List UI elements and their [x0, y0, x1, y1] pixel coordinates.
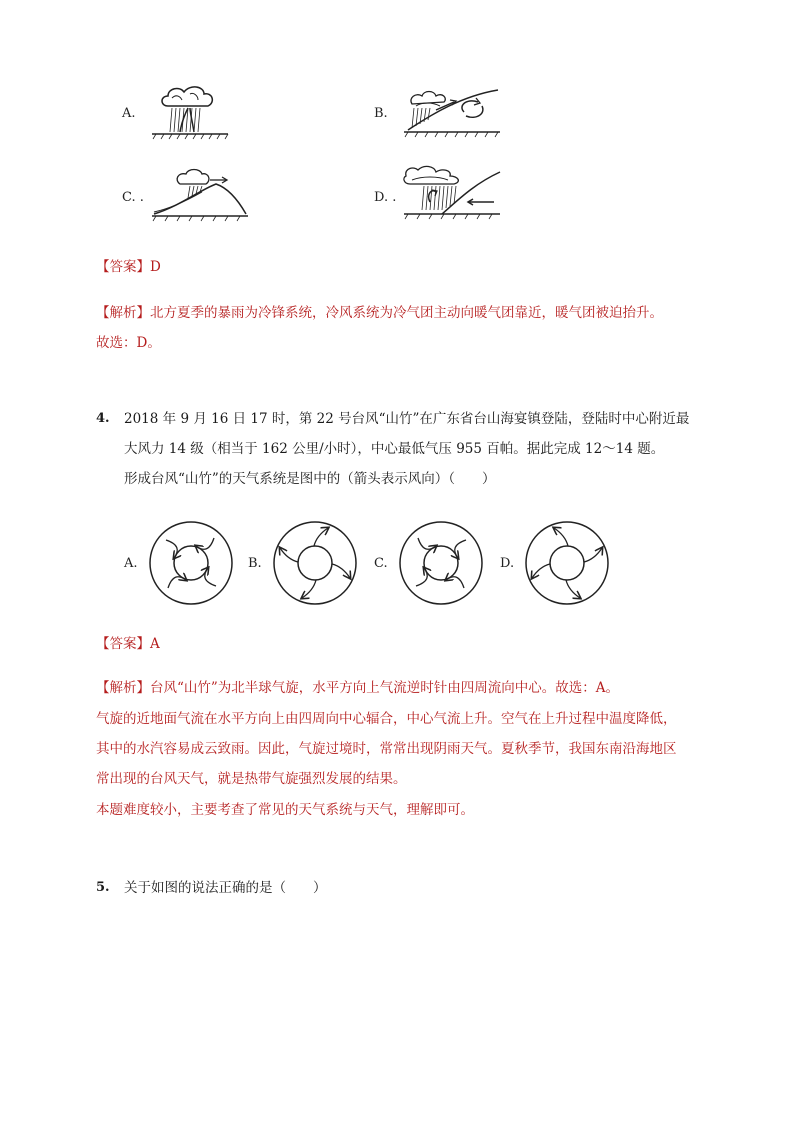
- q4-stem-line1: 2018 年 9 月 16 日 17 时，第 22 号台风“山竹”在广东省台山海宴镇登陆，登陆时中心附近最: [124, 411, 690, 427]
- q4-stem-line3: 形成台风“山竹”的天气系统是图中的（箭头表示风向）（ ）: [124, 471, 496, 487]
- q5-number: 5.: [96, 880, 110, 895]
- option-a-letter: A.: [122, 106, 136, 121]
- q5-stem: 关于如图的说法正确的是（ ）: [124, 880, 327, 896]
- answer-tag: 【答案】: [96, 636, 150, 652]
- q4-option-d-letter: D.: [500, 556, 515, 571]
- analysis-text: 台风“山竹”为北半球气旋，水平方向上气流逆时针由四周流向中心。故选：A。: [150, 680, 620, 696]
- q4-analysis-line4: 常出现的台风天气，就是热带气旋强烈发展的结果。: [96, 771, 407, 787]
- q4-analysis-line1: [96, 677, 619, 699]
- q4-analysis-line2: 气旋的近地面气流在水平方向上由四周向中心辐合，中心气流上升。空气在上升过程中温度降低，: [96, 711, 677, 727]
- q4-option-c-letter: C.: [374, 556, 388, 571]
- q4-stem-line2: 大风力 14 级（相当于 162 公里/小时），中心最低气压 955 百帕。据此完成 12～14 题。: [124, 441, 665, 457]
- q3-analysis-line1: [96, 302, 663, 324]
- answer-tag: 【答案】: [96, 259, 150, 275]
- q4-option-a-letter: A.: [124, 556, 138, 571]
- answer-value: D: [150, 259, 161, 275]
- cyclone-clockwise-inflow-icon: [398, 520, 484, 606]
- q4-option-b-letter: B.: [248, 556, 262, 571]
- convective-rain-cloud-icon: [150, 84, 230, 142]
- q4-answer: [96, 633, 160, 655]
- q4-analysis-line5: 本题难度较小，主要考查了常见的天气系统与天气，理解即可。: [96, 802, 474, 818]
- q4-number: 4.: [96, 411, 110, 426]
- option-c-letter: C. .: [122, 190, 144, 205]
- warm-front-diagram-icon: [402, 84, 502, 142]
- anticyclone-counterclockwise-outflow-icon: [524, 520, 610, 606]
- cyclone-counterclockwise-inflow-icon: [148, 520, 234, 606]
- cold-front-diagram-icon: [402, 164, 502, 226]
- option-b-letter: B.: [374, 106, 388, 121]
- q4-analysis-line3: 其中的水汽容易成云致雨。因此，气旋过境时，常常出现阴雨天气。夏秋季节，我国东南沿海地区: [96, 741, 677, 757]
- analysis-tag: 【解析】: [96, 305, 150, 321]
- anticyclone-clockwise-outflow-icon: [272, 520, 358, 606]
- orographic-rain-diagram-icon: [150, 164, 250, 224]
- analysis-text: 北方夏季的暴雨为冷锋系统，冷风系统为冷气团主动向暖气团靠近，暖气团被迫抬升。: [150, 305, 663, 321]
- option-d-letter: D. .: [374, 190, 397, 205]
- analysis-tag: 【解析】: [96, 680, 150, 696]
- answer-value: A: [150, 636, 160, 652]
- q3-analysis-line2: 故选：D。: [96, 335, 161, 351]
- q3-answer: [96, 256, 161, 278]
